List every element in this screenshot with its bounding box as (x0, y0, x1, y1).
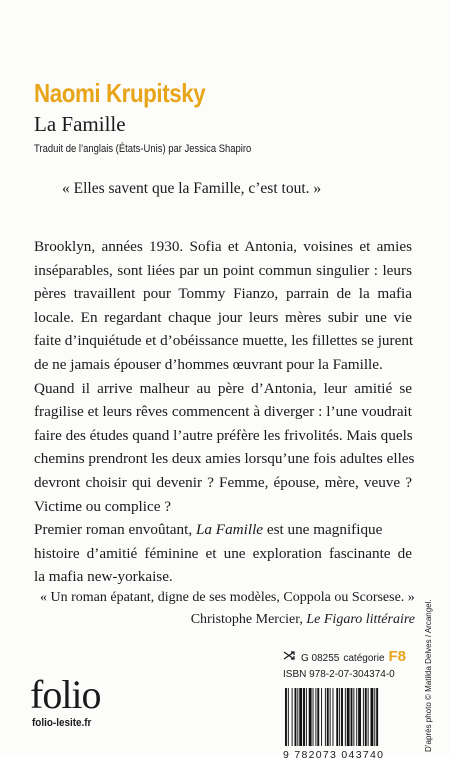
blurb-line: fragilise et leurs rêves commencent à diverger : l’une voudrait (34, 403, 412, 421)
barcode-bar (351, 688, 353, 746)
barcode-bar (336, 688, 338, 746)
blurb-line: Quand il arrive malheur au père d’Antonia, leur amitié se (34, 379, 412, 397)
blurb-line: histoire d’amitié féminine et une exploration fascinante de (34, 544, 412, 562)
barcode-bar (374, 688, 375, 746)
review-quote: « Un roman épatant, digne de ses modèles, Coppola ou Scorsese. » (40, 590, 415, 605)
barcode-bar (330, 688, 331, 746)
barcode-bar (299, 688, 302, 746)
barcode-bar (317, 688, 319, 746)
blurb-title-italic: La Famille (195, 521, 264, 539)
blurb-line: Victime ou complice ? (34, 497, 171, 515)
barcode-bar (353, 688, 354, 746)
blurb-line-mixed (34, 518, 412, 542)
publisher-logo: folio (30, 672, 101, 717)
barcode-bar (358, 688, 361, 746)
barcode-bar (365, 688, 367, 746)
barcode-bar (371, 688, 374, 746)
blurb-line: chemins prendront les deux amies lorsqu’une fois adultes elles (34, 450, 415, 468)
blurb-line: locale. En regardant chaque jour leurs mères subir une vie (34, 308, 412, 326)
barcode-bar (347, 688, 350, 746)
barcode-bar (356, 688, 357, 746)
epigraph: « Elles savent que la Famille, c’est tout. » (62, 180, 322, 197)
barcode-bar (339, 688, 340, 746)
barcode-bar (315, 688, 316, 746)
isbn-block (283, 648, 413, 761)
blurb-line: la mafia new-yorkaise. (34, 568, 173, 586)
blurb (34, 235, 415, 589)
barcode-digits: 9 782073 043740 (283, 749, 385, 761)
blurb-line: pères travaillent pour Tommy Fianzo, parrain de la mafia (34, 285, 412, 303)
barcode-bar (363, 688, 364, 746)
category-label: catégorie (343, 653, 385, 664)
barcode (283, 688, 411, 746)
blurb-line: faite d’inquiétude et d’obéissance muette, les fillettes se jurent (34, 332, 414, 350)
barcode-bar (288, 688, 289, 746)
barcode-bar (295, 688, 297, 746)
barcode-bar (368, 688, 369, 746)
barcode-bar (306, 688, 307, 746)
blurb-line: inséparables, sont liées par un point commun singulier : leurs (34, 261, 412, 279)
blurb-segment: est une magnifique (266, 521, 383, 539)
barcode-bar (341, 688, 343, 746)
barcode-bar (303, 688, 305, 746)
translator-credit: Traduit de l’anglais (États-Unis) par Jessica Shapiro (34, 143, 252, 155)
barcode-bar (345, 688, 346, 746)
barcode-bar (333, 688, 334, 746)
barcode-bar (309, 688, 312, 746)
barcode-bar (313, 688, 314, 746)
category-code: F8 (388, 648, 407, 665)
blurb-line: Brooklyn, années 1930. Sofia et Antonia, voisines et amies (34, 238, 412, 255)
review-publication: Le Figaro littéraire (306, 612, 415, 627)
barcode-bar (285, 688, 287, 746)
barcode-bar (292, 688, 293, 746)
barcode-bar (325, 688, 326, 746)
barcode-bar (376, 688, 378, 746)
publisher-site: folio-lesite.fr (32, 717, 92, 729)
barcode-bar (297, 688, 298, 746)
blurb-line: de ne jamais épouser d’hommes œuvrant pour la Famille. (34, 355, 383, 373)
blurb-line: devront choisir qui devenir ? Femme, épouse, mère, veuve ? (34, 473, 412, 491)
barcode-bar (327, 688, 329, 746)
isbn: ISBN 978-2-07-304374-0 (283, 669, 395, 680)
catalog-line (283, 648, 413, 665)
blurb-line: faire des études quand l’autre préfère les frivolités. Mais quels (34, 426, 413, 444)
book-title: La Famille (34, 112, 126, 136)
review-author: Christophe Mercier, (190, 612, 303, 627)
review-source (40, 609, 415, 631)
catalog-code: G 08255 (301, 653, 340, 664)
blurb-segment: Premier roman envoûtant, (34, 521, 193, 539)
press-review (40, 587, 415, 631)
crossed-arrows-icon (283, 650, 297, 661)
photo-credit: D’après photo © Matilda Delves / Arcangel. (424, 599, 433, 752)
barcode-bar (321, 688, 322, 746)
author-name: Naomi Krupitsky (34, 78, 206, 108)
